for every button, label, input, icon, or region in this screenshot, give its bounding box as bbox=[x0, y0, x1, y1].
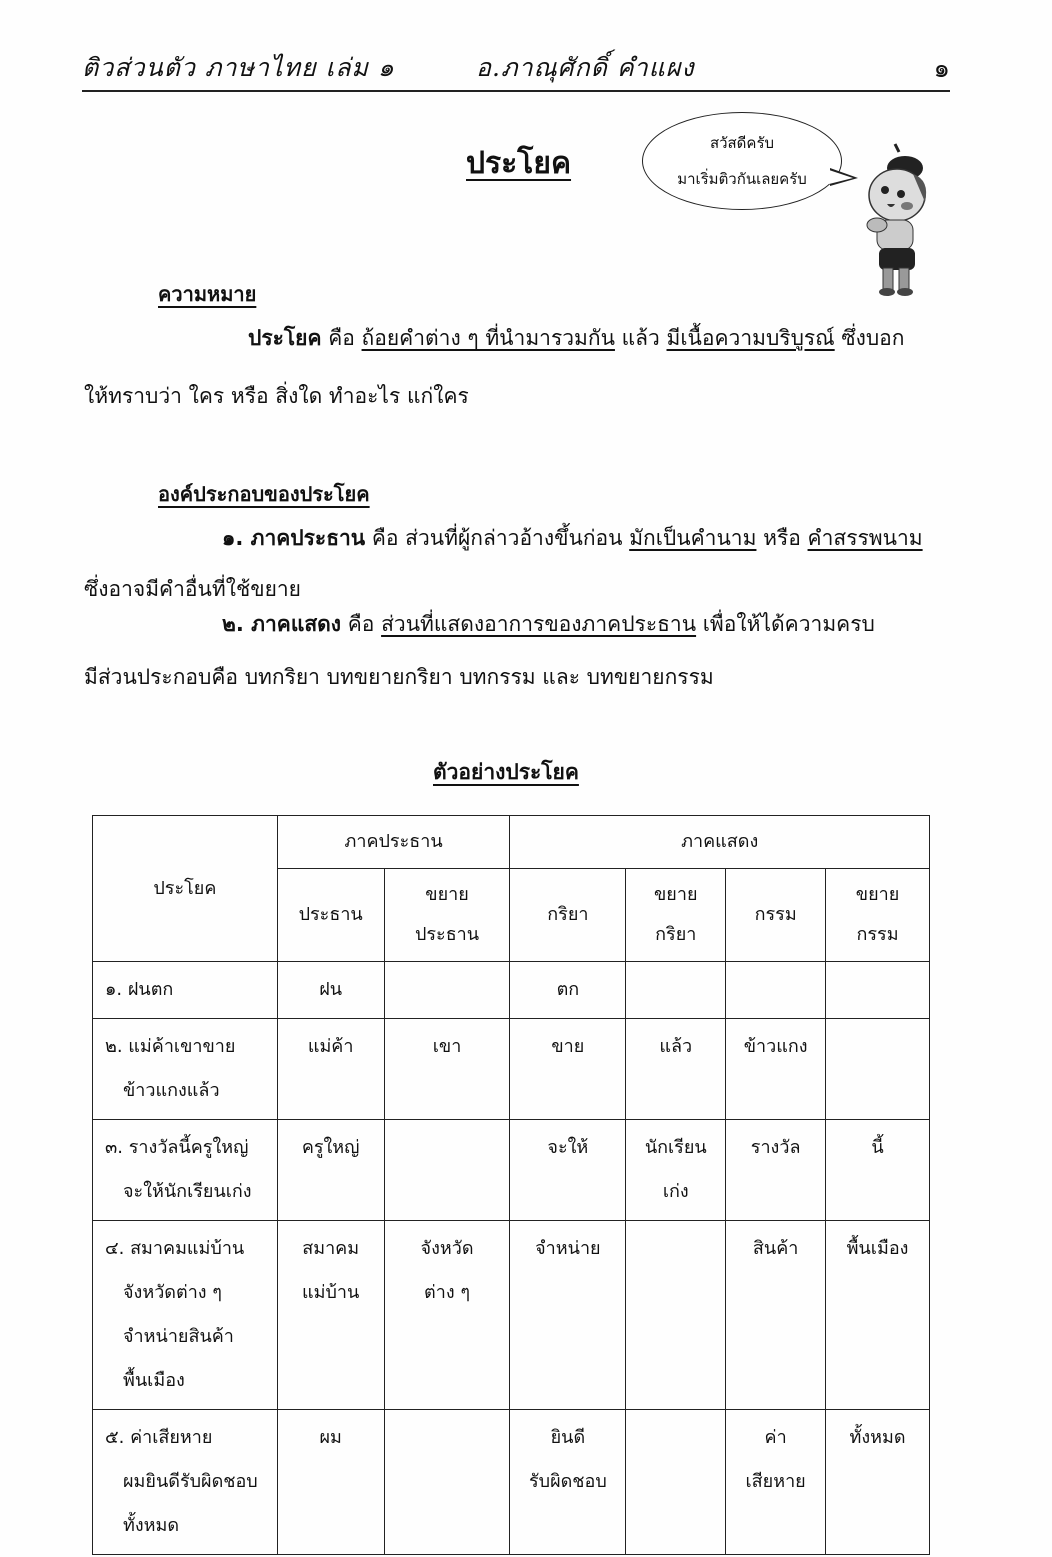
meaning-underline-2: มีเนื้อความบริบูรณ์ bbox=[666, 326, 835, 350]
cell-verb bbox=[510, 1019, 626, 1120]
meaning-line-1 bbox=[248, 322, 905, 355]
cell-text: ฝน bbox=[319, 979, 343, 1000]
component-1-underline-1: มักเป็นคำนาม bbox=[629, 526, 757, 550]
component-1-or: หรือ bbox=[756, 526, 808, 550]
cell-object-mod bbox=[826, 1120, 930, 1221]
cell-text: ผม bbox=[319, 1427, 342, 1448]
cell-text: ข้าวแกงแล้ว bbox=[123, 1080, 220, 1101]
bubble-tail-fill bbox=[829, 170, 853, 184]
cell-subject-mod bbox=[384, 1019, 510, 1120]
author-name: อ.ภาณุศักดิ์ คำแผง bbox=[476, 53, 695, 82]
component-1-underline-2: คำสรรพนาม bbox=[807, 526, 923, 550]
cell-subject-mod bbox=[384, 962, 510, 1019]
cell-object bbox=[726, 1019, 826, 1120]
cell-verb-mod bbox=[626, 1120, 726, 1221]
component-1-is: คือ ส่วนที่ผู้กล่าวอ้างขึ้นก่อน bbox=[365, 526, 630, 550]
cell-subject-mod bbox=[384, 1120, 510, 1221]
cell-text: จำหน่ายสินค้า bbox=[123, 1326, 234, 1347]
cell-text: พื้นเมือง bbox=[846, 1238, 909, 1259]
meaning-underline-1: ถ้อยคำต่าง ๆ ที่นำมารวมกัน bbox=[361, 326, 615, 350]
cell-text: จะให้ bbox=[547, 1137, 589, 1158]
bubble-line-2: มาเริ่มติวกันเลยครับ bbox=[677, 170, 807, 188]
header-sentence: ประโยค bbox=[93, 816, 278, 962]
component-1-line-1 bbox=[222, 522, 923, 555]
cell-object-mod bbox=[826, 962, 930, 1019]
cell-text: รางวัล bbox=[750, 1137, 801, 1158]
cell-text: แม่บ้าน bbox=[302, 1282, 360, 1303]
cell-text: ๒. แม่ค้าเขาขาย bbox=[105, 1036, 236, 1057]
cell-text: ผมยินดีรับผิดชอบ bbox=[123, 1471, 258, 1492]
cell-verb bbox=[510, 962, 626, 1019]
cell-verb-mod bbox=[626, 1221, 726, 1410]
cell-text: ๔. สมาคมแม่บ้าน bbox=[105, 1238, 245, 1259]
cell-object-mod bbox=[826, 1410, 930, 1555]
cell-text: ครูใหญ่ bbox=[301, 1137, 360, 1158]
table-row bbox=[93, 1221, 930, 1410]
header-object: กรรม bbox=[726, 869, 826, 962]
header-verb-mod-line-2: กริยา bbox=[655, 924, 697, 945]
cell-text: พื้นเมือง bbox=[123, 1370, 185, 1391]
cell-text: ข้าวแกง bbox=[743, 1036, 808, 1057]
table-row bbox=[93, 1410, 930, 1555]
header-subject-mod bbox=[384, 869, 510, 962]
examples-title: ตัวอย่างประโยค bbox=[433, 760, 579, 784]
cell-sentence bbox=[93, 1019, 278, 1120]
component-2-line-1 bbox=[222, 608, 875, 641]
component-2-tail: เพื่อให้ได้ความครบ bbox=[696, 612, 875, 636]
cell-text: เขา bbox=[432, 1036, 462, 1057]
cell-object bbox=[726, 962, 826, 1019]
meaning-mid: แล้ว bbox=[614, 326, 667, 350]
meaning-tail: ซึ่งบอก bbox=[834, 326, 905, 350]
cell-sentence bbox=[93, 1221, 278, 1410]
cell-text: สมาคม bbox=[302, 1238, 360, 1259]
cell-text: จำหน่าย bbox=[535, 1238, 601, 1259]
component-1-label: ๑. ภาคประธาน bbox=[222, 526, 366, 550]
table-row bbox=[93, 1120, 930, 1221]
cell-sentence bbox=[93, 1120, 278, 1221]
header-verb-mod-line-1: ขยาย bbox=[653, 884, 698, 905]
cell-sentence bbox=[93, 1410, 278, 1555]
cell-text: ๑. ฝนตก bbox=[105, 979, 174, 1000]
bubble-line-1: สวัสดีครับ bbox=[709, 134, 775, 152]
speech-bubble bbox=[642, 112, 842, 210]
series-title: ติวส่วนตัว ภาษาไทย เล่ม ๑ bbox=[82, 53, 395, 82]
cell-verb-mod bbox=[626, 1019, 726, 1120]
cell-text: สินค้า bbox=[752, 1238, 799, 1259]
component-2-line-2: มีส่วนประกอบคือ บทกริยา บทขยายกริยา บทกรรม และ บทขยายกรรม bbox=[84, 665, 714, 689]
header-object-mod-line-2: กรรม bbox=[856, 924, 899, 945]
cell-subject-mod bbox=[384, 1410, 510, 1555]
examples-table bbox=[92, 815, 930, 1555]
examples-body bbox=[93, 962, 930, 1555]
cell-text: ๓. รางวัลนี้ครูใหญ่ bbox=[105, 1137, 249, 1158]
page-header bbox=[82, 40, 950, 92]
cell-object-mod bbox=[826, 1221, 930, 1410]
meaning-line-2: ให้ทราบว่า ใคร หรือ สิ่งใด ทำอะไร แก่ใคร bbox=[84, 384, 469, 408]
cell-verb bbox=[510, 1221, 626, 1410]
cell-text: จังหวัด bbox=[420, 1238, 474, 1259]
cell-object bbox=[726, 1120, 826, 1221]
header-row-1 bbox=[93, 816, 930, 869]
cell-subject bbox=[277, 1410, 384, 1555]
cell-text: ต่าง ๆ bbox=[424, 1282, 471, 1303]
header-object-mod bbox=[826, 869, 930, 962]
cell-text: นักเรียน bbox=[644, 1137, 707, 1158]
component-2-label: ๒. ภาคแสดง bbox=[222, 612, 342, 636]
table-row bbox=[93, 1019, 930, 1120]
page-title: ประโยค bbox=[466, 146, 572, 181]
cell-subject bbox=[277, 962, 384, 1019]
cell-text: จังหวัดต่าง ๆ bbox=[123, 1282, 222, 1303]
component-1-line-2: ซึ่งอาจมีคำอื่นที่ใช้ขยาย bbox=[84, 577, 301, 601]
cell-verb bbox=[510, 1410, 626, 1555]
cell-text: เก่ง bbox=[662, 1181, 689, 1202]
cell-text: ทั้งหมด bbox=[849, 1427, 906, 1448]
header-subject: ประธาน bbox=[277, 869, 384, 962]
cell-text: ยินดี bbox=[550, 1427, 586, 1448]
cell-object-mod bbox=[826, 1019, 930, 1120]
header-subject-mod-line-2: ประธาน bbox=[414, 924, 480, 945]
cell-text: ค่า bbox=[764, 1427, 787, 1448]
meaning-is: คือ bbox=[321, 326, 362, 350]
cell-text: นี้ bbox=[871, 1137, 884, 1158]
header-predicate-part: ภาคแสดง bbox=[510, 816, 930, 869]
cell-text: รับผิดชอบ bbox=[528, 1471, 607, 1492]
table-row bbox=[93, 962, 930, 1019]
cell-text: ตก bbox=[556, 979, 580, 1000]
cell-object bbox=[726, 1221, 826, 1410]
cell-sentence bbox=[93, 962, 278, 1019]
header-subject-mod-line-1: ขยาย bbox=[425, 884, 469, 905]
meaning-heading: ความหมาย bbox=[158, 282, 257, 306]
cell-subject-mod bbox=[384, 1221, 510, 1410]
page-number: ๑ bbox=[933, 54, 950, 84]
cell-text: เสียหาย bbox=[745, 1471, 806, 1492]
meaning-term: ประโยค bbox=[248, 326, 322, 350]
components-heading: องค์ประกอบของประโยค bbox=[158, 482, 370, 506]
cell-object bbox=[726, 1410, 826, 1555]
cell-text: ขาย bbox=[551, 1036, 585, 1057]
mascot-boy-icon bbox=[855, 140, 945, 300]
cell-text: แม่ค้า bbox=[307, 1036, 354, 1057]
cell-text: แล้ว bbox=[659, 1036, 693, 1057]
cell-verb-mod bbox=[626, 962, 726, 1019]
cell-subject bbox=[277, 1019, 384, 1120]
cell-text: ๕. ค่าเสียหาย bbox=[105, 1427, 213, 1448]
header-object-mod-line-1: ขยาย bbox=[855, 884, 900, 905]
cell-verb-mod bbox=[626, 1410, 726, 1555]
component-2-underline: ส่วนที่แสดงอาการของภาคประธาน bbox=[381, 612, 697, 636]
cell-subject bbox=[277, 1120, 384, 1221]
header-verb: กริยา bbox=[510, 869, 626, 962]
cell-subject bbox=[277, 1221, 384, 1410]
cell-verb bbox=[510, 1120, 626, 1221]
component-2-is: คือ bbox=[341, 612, 382, 636]
header-subject-part: ภาคประธาน bbox=[277, 816, 510, 869]
header-verb-mod bbox=[626, 869, 726, 962]
cell-text: ทั้งหมด bbox=[123, 1515, 180, 1536]
cell-text: จะให้นักเรียนเก่ง bbox=[123, 1181, 252, 1202]
